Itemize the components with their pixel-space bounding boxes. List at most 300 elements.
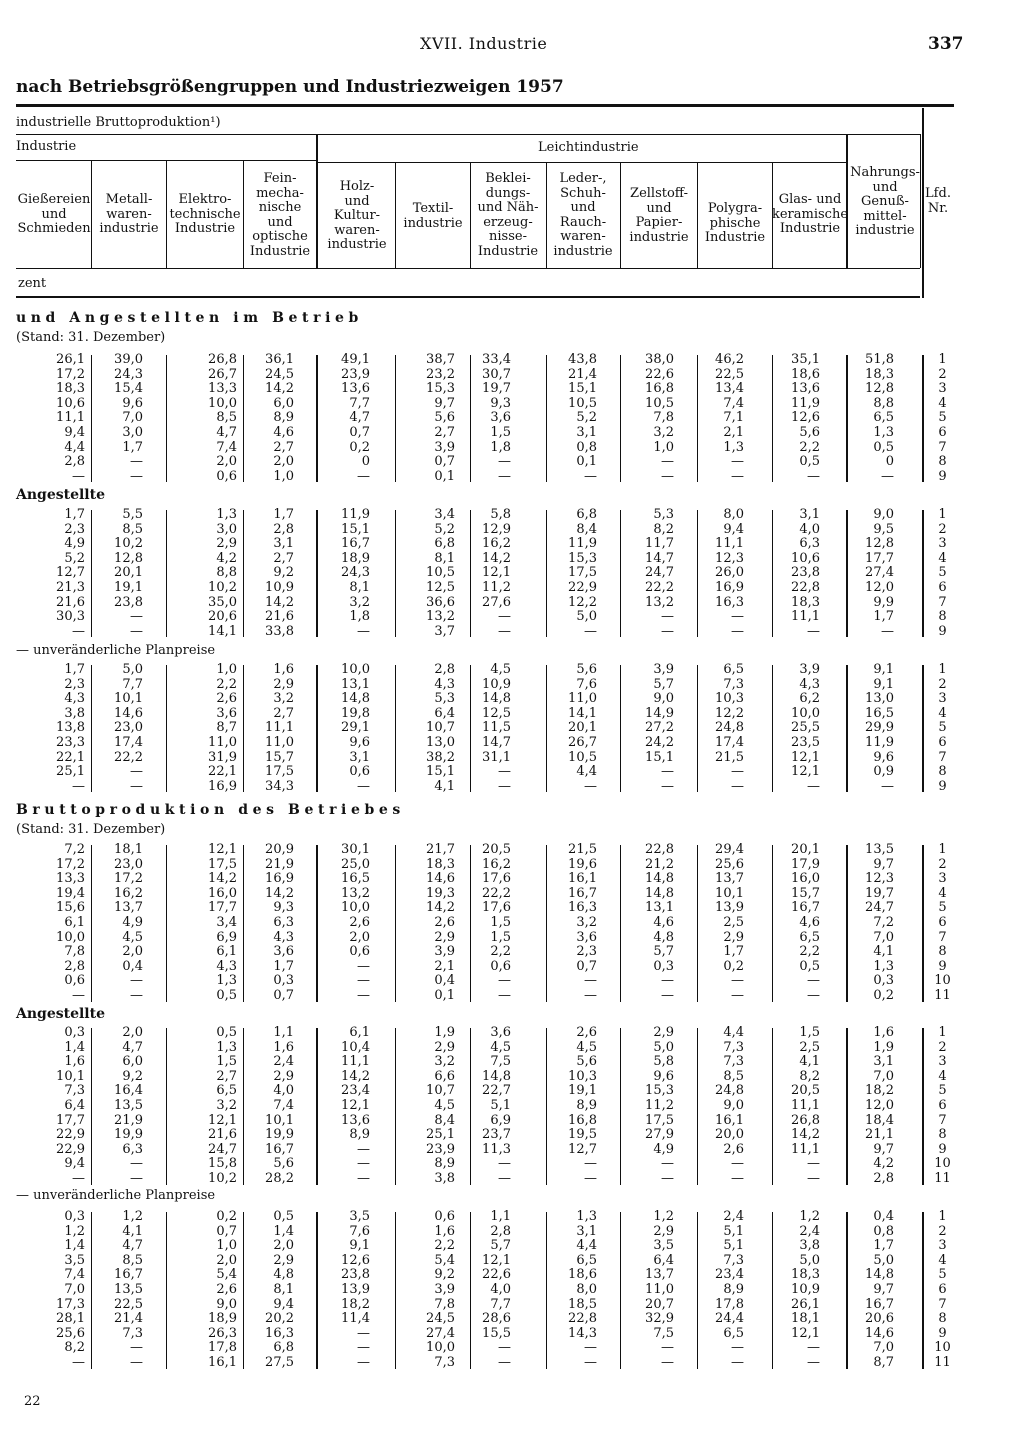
table-cell: 1,7: [64, 507, 85, 522]
table-cell: 3,2: [349, 594, 370, 610]
table-cell: 5,6: [576, 1054, 597, 1070]
top-label: industrielle Bruttoproduktion¹): [16, 115, 221, 130]
row-number: 10: [934, 973, 951, 989]
row-number: 9: [938, 778, 947, 794]
table-cell: 15,5: [482, 1325, 511, 1341]
table-row: [0, 1268, 966, 1283]
table-cell: 12,3: [865, 871, 894, 887]
table-cell: 0,9: [873, 764, 894, 780]
table-cell: 17,5: [265, 764, 294, 780]
table-cell: 1,6: [273, 1039, 294, 1055]
table-cell: 20,7: [645, 1296, 674, 1312]
table-cell: 21,5: [568, 842, 597, 857]
table-cell: 9,4: [723, 521, 744, 537]
column-header-line: erzeug-: [483, 214, 533, 230]
table-cell: 18,2: [865, 1083, 894, 1099]
table-row: [0, 765, 966, 780]
row-number: 11: [934, 987, 951, 1003]
table-cell: —: [661, 987, 674, 1003]
unit-label: zent: [18, 276, 47, 291]
row-margin: [0, 945, 16, 960]
table-cell: 20,1: [568, 720, 597, 736]
table-cell: —: [130, 1354, 143, 1370]
table-cell: 6,4: [64, 1097, 85, 1113]
table-cell: 7,6: [576, 676, 597, 692]
table-cell: 16,5: [865, 705, 894, 721]
table-cell: 17,6: [482, 871, 511, 887]
table-cell: 8,9: [273, 410, 294, 426]
table-cell: 23,5: [791, 734, 820, 750]
table-cell: 5,0: [799, 1252, 820, 1268]
table-cell: 15,7: [265, 749, 294, 765]
table-cell: 0,8: [873, 1223, 894, 1239]
table-cell: 30,1: [341, 842, 370, 857]
column-separator: [316, 665, 318, 792]
table-cell: 13,2: [645, 594, 674, 610]
table-cell: 12,2: [568, 594, 597, 610]
row-margin: [0, 736, 16, 751]
table-cell: 1,3: [576, 1209, 597, 1224]
table-cell: 6,9: [490, 1112, 511, 1128]
table-cell: 23,8: [791, 565, 820, 581]
table-cell: —: [731, 454, 744, 470]
table-cell: 23,2: [426, 366, 455, 382]
row-number: 6: [938, 424, 947, 440]
table-cell: 19,1: [114, 579, 143, 595]
table-cell: —: [731, 987, 744, 1003]
table-cell: 11,0: [645, 1281, 674, 1297]
table-cell: 6,8: [576, 507, 597, 522]
table-cell: 14,6: [114, 705, 143, 721]
row-margin: [0, 974, 16, 989]
table-cell: 19,9: [265, 1127, 294, 1143]
table-cell: 10,0: [341, 900, 370, 916]
row-margin: [0, 916, 16, 931]
table-cell: 14,8: [341, 691, 370, 707]
table-cell: 5,1: [490, 1097, 511, 1113]
table-cell: 9,0: [723, 1097, 744, 1113]
table-cell: 18,3: [426, 856, 455, 872]
table-cell: 4,1: [873, 944, 894, 960]
row-number: 9: [938, 1325, 947, 1341]
table-cell: 9,1: [873, 676, 894, 692]
table-cell: 1,5: [216, 1054, 237, 1070]
column-separator: [395, 1028, 396, 1185]
table-cell: 20,2: [265, 1311, 294, 1327]
row-margin: [0, 1327, 16, 1342]
table-cell: 0,5: [799, 454, 820, 470]
section-table: [0, 1026, 966, 1187]
section-subheading: (Stand: 31. Dezember): [16, 822, 166, 837]
table-cell: 16,9: [265, 871, 294, 887]
column-header-line: Rauch-: [559, 214, 607, 230]
table-cell: 1,9: [434, 1025, 455, 1040]
table-cell: 14,2: [265, 381, 294, 397]
group-leicht-label: Leichtindustrie: [538, 140, 639, 155]
table-cell: 3,9: [434, 1281, 455, 1297]
table-cell: 3,2: [216, 1097, 237, 1113]
table-cell: 18,9: [341, 550, 370, 566]
section-table: [0, 843, 966, 1004]
table-cell: —: [584, 1354, 597, 1370]
column-header-line: Schuh-: [560, 185, 606, 201]
table-cell: 13,2: [426, 609, 455, 625]
column-separator: [546, 1028, 547, 1185]
table-cell: 6,5: [723, 1325, 744, 1341]
table-cell: 16,3: [715, 594, 744, 610]
row-margin: [0, 751, 16, 766]
section-table: [0, 353, 966, 484]
table-row: [0, 931, 966, 946]
table-cell: 10,3: [715, 691, 744, 707]
table-cell: 8,5: [216, 410, 237, 426]
column-header-line: Metall-: [105, 192, 153, 207]
table-cell: 11,4: [341, 1311, 370, 1327]
row-margin: [0, 1041, 16, 1056]
column-header-line: industrie: [855, 223, 915, 239]
column-separator: [772, 1212, 773, 1369]
table-cell: 16,7: [341, 536, 370, 552]
table-cell: 9,2: [434, 1267, 455, 1283]
table-cell: 10,0: [426, 1340, 455, 1356]
table-cell: 26,3: [208, 1325, 237, 1341]
row-number: 5: [938, 1083, 947, 1099]
table-cell: 7,3: [122, 1325, 143, 1341]
table-cell: 4,5: [576, 1039, 597, 1055]
table-cell: 16,3: [568, 900, 597, 916]
column-header-line: und: [41, 206, 67, 222]
table-cell: 22,6: [482, 1267, 511, 1283]
table-cell: 1,2: [122, 1209, 143, 1224]
table-cell: 3,6: [273, 944, 294, 960]
table-cell: 16,0: [791, 871, 820, 887]
row-margin: [0, 858, 16, 873]
table-cell: 14,8: [482, 691, 511, 707]
column-separator: [846, 1212, 848, 1369]
column-header-line: und: [267, 214, 293, 230]
column-separator: [316, 510, 318, 637]
column-header-line: industrie: [553, 243, 613, 259]
column-separator: [772, 1028, 773, 1185]
row-number: 2: [938, 521, 947, 537]
table-cell: 18,1: [791, 1311, 820, 1327]
table-cell: 3,2: [653, 424, 674, 440]
table-row: [0, 858, 966, 873]
table-cell: —: [807, 468, 820, 484]
table-cell: 7,5: [490, 1054, 511, 1070]
table-cell: 3,8: [64, 705, 85, 721]
table-row: [0, 470, 966, 485]
table-cell: 7,2: [64, 842, 85, 857]
column-separator: [697, 1212, 698, 1369]
table-cell: 23,3: [56, 734, 85, 750]
table-cell: 9,6: [653, 1068, 674, 1084]
header-rule-1: [16, 134, 920, 135]
table-cell: —: [130, 623, 143, 639]
table-cell: 10,3: [568, 1068, 597, 1084]
table-cell: 15,3: [568, 550, 597, 566]
column-separator: [91, 1028, 92, 1185]
table-cell: 0,7: [434, 454, 455, 470]
table-cell: 0,4: [122, 958, 143, 974]
table-cell: 13,7: [715, 871, 744, 887]
table-cell: 3,4: [434, 507, 455, 522]
table-cell: 35,0: [208, 594, 237, 610]
row-number: 2: [938, 676, 947, 692]
table-cell: 10,5: [645, 395, 674, 411]
table-cell: 7,3: [723, 676, 744, 692]
table-cell: 24,7: [208, 1141, 237, 1157]
column-separator: [470, 1212, 471, 1369]
table-cell: 1,0: [273, 468, 294, 484]
table-cell: 24,5: [265, 366, 294, 382]
table-cell: 7,4: [273, 1097, 294, 1113]
table-cell: 29,4: [715, 842, 744, 857]
table-cell: 2,7: [216, 1068, 237, 1084]
column-separator: [91, 665, 92, 792]
row-margin: [0, 1210, 16, 1225]
table-cell: —: [72, 1170, 85, 1186]
table-row: [0, 411, 966, 426]
table-cell: 10,0: [208, 395, 237, 411]
table-cell: 4,1: [799, 1054, 820, 1070]
row-number: 7: [938, 929, 947, 945]
table-cell: 11,9: [865, 734, 894, 750]
column-header-line: nisse-: [489, 229, 527, 245]
table-cell: 18,5: [568, 1296, 597, 1312]
table-cell: 43,8: [568, 352, 597, 367]
table-row: [0, 397, 966, 412]
table-cell: 1,2: [64, 1223, 85, 1239]
table-cell: 2,8: [273, 521, 294, 537]
table-cell: 0,6: [434, 1209, 455, 1224]
table-cell: 1,1: [273, 1025, 294, 1040]
table-cell: 3,1: [349, 749, 370, 765]
column-header-line: Kultur-: [333, 208, 381, 224]
table-cell: —: [72, 468, 85, 484]
table-cell: 13,5: [114, 1097, 143, 1113]
table-row: [0, 596, 966, 611]
row-number: 5: [938, 1267, 947, 1283]
table-cell: 3,5: [349, 1209, 370, 1224]
table-cell: 24,3: [114, 366, 143, 382]
table-cell: 22,5: [715, 366, 744, 382]
table-cell: 4,7: [122, 1039, 143, 1055]
table-cell: 10,6: [56, 395, 85, 411]
table-cell: 8,2: [64, 1340, 85, 1356]
table-cell: —: [661, 468, 674, 484]
table-row: [0, 901, 966, 916]
column-header-line: Genuß-: [861, 194, 909, 210]
table-cell: 2,0: [216, 454, 237, 470]
table-cell: 17,5: [645, 1112, 674, 1128]
table-cell: —: [498, 764, 511, 780]
column-header-line: und: [646, 200, 672, 216]
table-cell: 7,0: [122, 410, 143, 426]
table-cell: 3,7: [434, 623, 455, 639]
table-cell: 11,1: [56, 410, 85, 426]
table-row: [0, 1172, 966, 1187]
table-cell: 4,0: [490, 1281, 511, 1297]
table-cell: 7,4: [723, 395, 744, 411]
table-row: [0, 692, 966, 707]
row-margin: [0, 663, 16, 678]
column-separator: [922, 1212, 924, 1369]
table-cell: 3,0: [216, 521, 237, 537]
table-row: [0, 1099, 966, 1114]
table-row: [0, 1210, 966, 1225]
table-cell: 10,0: [56, 929, 85, 945]
table-cell: 13,8: [56, 720, 85, 736]
column-separator: [91, 510, 92, 637]
table-cell: 26,8: [208, 352, 237, 367]
table-cell: 2,9: [273, 1252, 294, 1268]
table-cell: —: [130, 1156, 143, 1172]
table-cell: 16,7: [265, 1141, 294, 1157]
table-cell: 6,9: [216, 929, 237, 945]
table-row: [0, 974, 966, 989]
column-separator: [243, 510, 244, 637]
table-cell: 14,2: [482, 550, 511, 566]
table-cell: 20,1: [114, 565, 143, 581]
row-margin: [0, 1055, 16, 1070]
table-cell: 14,8: [645, 885, 674, 901]
column-separator: [922, 1028, 924, 1185]
table-cell: 22,2: [645, 579, 674, 595]
row-margin: [0, 470, 16, 485]
column-separator: [166, 1028, 167, 1185]
section-heading: Angestellte: [16, 487, 106, 503]
table-cell: —: [881, 778, 894, 794]
table-cell: —: [357, 778, 370, 794]
table-row: [0, 441, 966, 456]
table-cell: 1,3: [873, 958, 894, 974]
table-cell: 12,6: [791, 410, 820, 426]
table-cell: 9,6: [873, 749, 894, 765]
column-header-line: phische: [709, 215, 761, 231]
table-cell: —: [807, 1354, 820, 1370]
table-cell: 2,2: [216, 676, 237, 692]
table-cell: 6,8: [273, 1340, 294, 1356]
table-cell: 11,0: [568, 691, 597, 707]
table-cell: 5,4: [434, 1252, 455, 1268]
table-cell: 2,7: [434, 424, 455, 440]
row-number: 3: [938, 536, 947, 552]
table-cell: 35,1: [791, 352, 820, 367]
table-cell: —: [661, 1156, 674, 1172]
table-cell: 10,4: [341, 1039, 370, 1055]
table-cell: —: [807, 987, 820, 1003]
table-cell: —: [130, 609, 143, 625]
table-cell: 8,4: [576, 521, 597, 537]
table-cell: 12,6: [341, 1252, 370, 1268]
column-separator: [546, 510, 547, 637]
table-cell: 13,0: [865, 691, 894, 707]
table-cell: 1,3: [216, 1039, 237, 1055]
row-margin: [0, 1084, 16, 1099]
table-cell: 1,0: [216, 662, 237, 677]
table-cell: 27,4: [426, 1325, 455, 1341]
column-header-line: Industrie: [704, 230, 766, 246]
column-header-line: Nr.: [927, 200, 949, 216]
column-header-line: waren-: [106, 206, 152, 222]
table-cell: 32,9: [645, 1311, 674, 1327]
table-cell: 12,1: [791, 764, 820, 780]
table-cell: 18,6: [791, 366, 820, 382]
table-cell: 7,6: [349, 1223, 370, 1239]
table-cell: —: [357, 1141, 370, 1157]
table-cell: 8,1: [349, 579, 370, 595]
table-cell: 18,4: [865, 1112, 894, 1128]
table-cell: —: [130, 778, 143, 794]
table-cell: 16,3: [265, 1325, 294, 1341]
table-cell: 25,6: [715, 856, 744, 872]
table-cell: 0,6: [349, 944, 370, 960]
table-cell: 21,3: [56, 579, 85, 595]
column-header-line: Nahrungs-: [850, 165, 920, 180]
row-number: 1: [938, 662, 947, 677]
table-cell: 6,5: [576, 1252, 597, 1268]
section-table: [0, 663, 966, 794]
table-cell: 4,9: [653, 1141, 674, 1157]
table-cell: 5,0: [873, 1252, 894, 1268]
table-cell: 10,5: [426, 565, 455, 581]
table-cell: 2,0: [122, 1025, 143, 1040]
table-cell: —: [498, 609, 511, 625]
table-cell: 7,8: [653, 410, 674, 426]
table-cell: 9,2: [122, 1068, 143, 1084]
table-cell: 24,7: [865, 900, 894, 916]
column-separator: [772, 510, 773, 637]
table-cell: 7,3: [64, 1083, 85, 1099]
row-number: 5: [938, 565, 947, 581]
table-cell: —: [807, 623, 820, 639]
table-cell: 7,8: [434, 1296, 455, 1312]
table-cell: 12,8: [865, 536, 894, 552]
table-cell: —: [72, 623, 85, 639]
table-cell: 2,0: [273, 1238, 294, 1254]
column-header-line: industrie: [99, 221, 159, 237]
table-cell: 10,9: [791, 1281, 820, 1297]
table-cell: 36,1: [265, 352, 294, 367]
table-cell: 11,1: [265, 720, 294, 736]
table-cell: —: [584, 973, 597, 989]
table-cell: 0,6: [216, 468, 237, 484]
table-cell: 5,7: [653, 944, 674, 960]
row-margin: [0, 523, 16, 538]
table-cell: 11,3: [482, 1141, 511, 1157]
table-cell: —: [731, 764, 744, 780]
column-separator: [243, 845, 244, 1002]
column-header-line: und: [344, 193, 370, 209]
table-cell: —: [357, 1325, 370, 1341]
table-cell: 16,8: [645, 381, 674, 397]
table-cell: 10,2: [208, 1170, 237, 1186]
table-cell: 23,4: [715, 1267, 744, 1283]
table-cell: —: [584, 623, 597, 639]
table-cell: 0,2: [723, 958, 744, 974]
table-cell: 5,1: [723, 1223, 744, 1239]
table-cell: 17,7: [208, 900, 237, 916]
table-cell: 16,1: [208, 1354, 237, 1370]
table-row: [0, 1298, 966, 1313]
table-cell: 6,5: [723, 662, 744, 677]
row-number: 6: [938, 579, 947, 595]
table-row: [0, 960, 966, 975]
table-cell: —: [357, 623, 370, 639]
table-cell: 16,1: [568, 871, 597, 887]
column-header-line: Industrie: [174, 221, 236, 237]
